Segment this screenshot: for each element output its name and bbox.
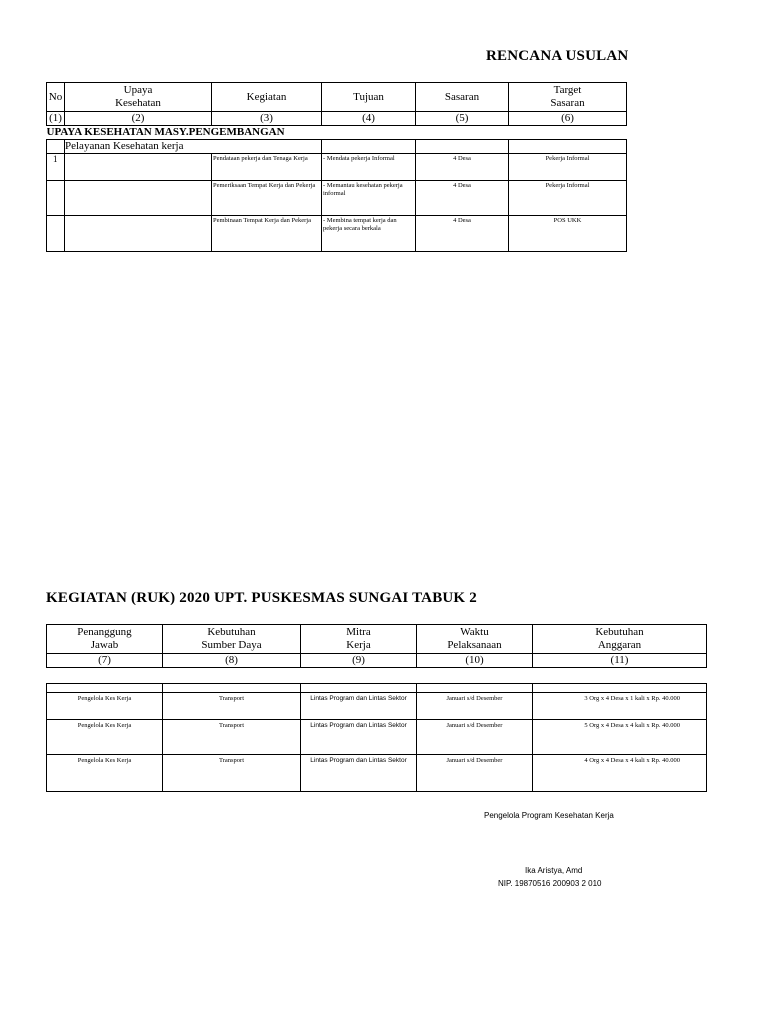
- column-number: (7): [47, 654, 163, 668]
- tujuan-cell: - Mendata pekerja Informal: [322, 154, 416, 181]
- column-number: (2): [65, 112, 212, 126]
- empty-cell: [47, 140, 65, 154]
- column-number-row: [47, 112, 627, 126]
- signature-nip: NIP. 19870516 200903 2 010: [498, 879, 602, 888]
- document-title-bottom: KEGIATAN (RUK) 2020 UPT. PUSKESMAS SUNGAI TABUK 2: [46, 590, 477, 606]
- column-number: (11): [533, 654, 707, 668]
- tujuan-cell: - Memantau kesehatan pekerja informal: [322, 181, 416, 216]
- sasaran-cell: 4 Desa: [416, 154, 509, 181]
- header-cell-waktu: Waktu Pelaksanaan: [417, 625, 533, 654]
- table-row: [47, 154, 627, 181]
- kegiatan-header-table: [46, 624, 707, 668]
- header-cell-kegiatan: Kegiatan: [212, 83, 322, 112]
- upaya-cell: [65, 216, 212, 252]
- kegiatan-data-table: [46, 683, 707, 792]
- subsection-row: [47, 140, 627, 154]
- table-row: [47, 216, 627, 252]
- section-row: [47, 126, 627, 140]
- waktu-cell: Januari s/d Desember: [417, 755, 533, 792]
- waktu-cell: Januari s/d Desember: [417, 693, 533, 720]
- kegiatan-cell: Pendataan pekerja dan Tenaga Kerja: [212, 154, 322, 181]
- mitra-cell: Lintas Program dan Lintas Sektor: [301, 720, 417, 755]
- anggaran-cell: 4 Org x 4 Desa x 4 kali x Rp. 40.000: [533, 755, 707, 792]
- row-number: [47, 181, 65, 216]
- signature-name: Ika Aristya, Amd: [525, 866, 583, 875]
- empty-cell: [533, 684, 707, 693]
- header-cell-sasaran: Sasaran: [416, 83, 509, 112]
- penanggung-jawab-cell: Pengelola Kes Kerja: [47, 693, 163, 720]
- column-number: (6): [509, 112, 627, 126]
- row-number: 1: [47, 154, 65, 181]
- row-number: [47, 216, 65, 252]
- mitra-cell: Lintas Program dan Lintas Sektor: [301, 755, 417, 792]
- empty-cell: [47, 684, 163, 693]
- table-row: [47, 720, 707, 755]
- upaya-cell: [65, 154, 212, 181]
- upaya-cell: [65, 181, 212, 216]
- table-row: [47, 181, 627, 216]
- anggaran-cell: 5 Org x 4 Desa x 4 kali x Rp. 40.000: [533, 720, 707, 755]
- header-cell-mitra-kerja: Mitra Kerja: [301, 625, 417, 654]
- sasaran-cell: 4 Desa: [416, 181, 509, 216]
- table-row: [47, 755, 707, 792]
- anggaran-cell: 3 Org x 4 Desa x 1 kali x Rp. 40.000: [533, 693, 707, 720]
- column-number-row: [47, 654, 707, 668]
- target-cell: Pekerja Informal: [509, 181, 627, 216]
- penanggung-jawab-cell: Pengelola Kes Kerja: [47, 720, 163, 755]
- empty-cell: [163, 684, 301, 693]
- empty-cell: [301, 684, 417, 693]
- header-cell-upaya: Upaya Kesehatan: [65, 83, 212, 112]
- empty-cell: [322, 140, 416, 154]
- header-cell-anggaran: Kebutuhan Anggaran: [533, 625, 707, 654]
- section-title: UPAYA KESEHATAN MASY.PENGEMBANGAN: [46, 126, 285, 138]
- column-number: (5): [416, 112, 509, 126]
- tujuan-cell: - Membina tempat kerja dan pekerja secara berkala: [322, 216, 416, 252]
- column-number: (4): [322, 112, 416, 126]
- kegiatan-cell: Pemeriksaan Tempat Kerja dan Pekerja: [212, 181, 322, 216]
- empty-cell: [416, 140, 509, 154]
- column-number: (1): [47, 112, 65, 126]
- sumber-daya-cell: Transport: [163, 755, 301, 792]
- header-cell-tujuan: Tujuan: [322, 83, 416, 112]
- table-header-row: [47, 625, 707, 654]
- waktu-cell: Januari s/d Desember: [417, 720, 533, 755]
- penanggung-jawab-cell: Pengelola Kes Kerja: [47, 755, 163, 792]
- header-cell-no: No: [47, 83, 65, 112]
- document-title-top: RENCANA USULAN: [486, 48, 629, 64]
- empty-cell: [509, 140, 627, 154]
- sumber-daya-cell: Transport: [163, 720, 301, 755]
- header-cell-penanggung-jawab: Penanggung Jawab: [47, 625, 163, 654]
- target-cell: POS UKK: [509, 216, 627, 252]
- subsection-title: Pelayanan Kesehatan kerja: [65, 140, 322, 154]
- mitra-cell: Lintas Program dan Lintas Sektor: [301, 693, 417, 720]
- column-number: (3): [212, 112, 322, 126]
- table-row: [47, 693, 707, 720]
- kegiatan-cell: Pembinaan Tempat Kerja dan Pekerja: [212, 216, 322, 252]
- sumber-daya-cell: Transport: [163, 693, 301, 720]
- column-number: (8): [163, 654, 301, 668]
- sasaran-cell: 4 Desa: [416, 216, 509, 252]
- table-header-row: [47, 83, 627, 112]
- signature-role: Pengelola Program Kesehatan Kerja: [484, 811, 614, 820]
- target-cell: Pekerja Informal: [509, 154, 627, 181]
- column-number: (10): [417, 654, 533, 668]
- header-cell-target: Target Sasaran: [509, 83, 627, 112]
- empty-cell: [417, 684, 533, 693]
- empty-row: [47, 684, 707, 693]
- rencana-table: [46, 82, 627, 252]
- column-number: (9): [301, 654, 417, 668]
- header-cell-sumber-daya: Kebutuhan Sumber Daya: [163, 625, 301, 654]
